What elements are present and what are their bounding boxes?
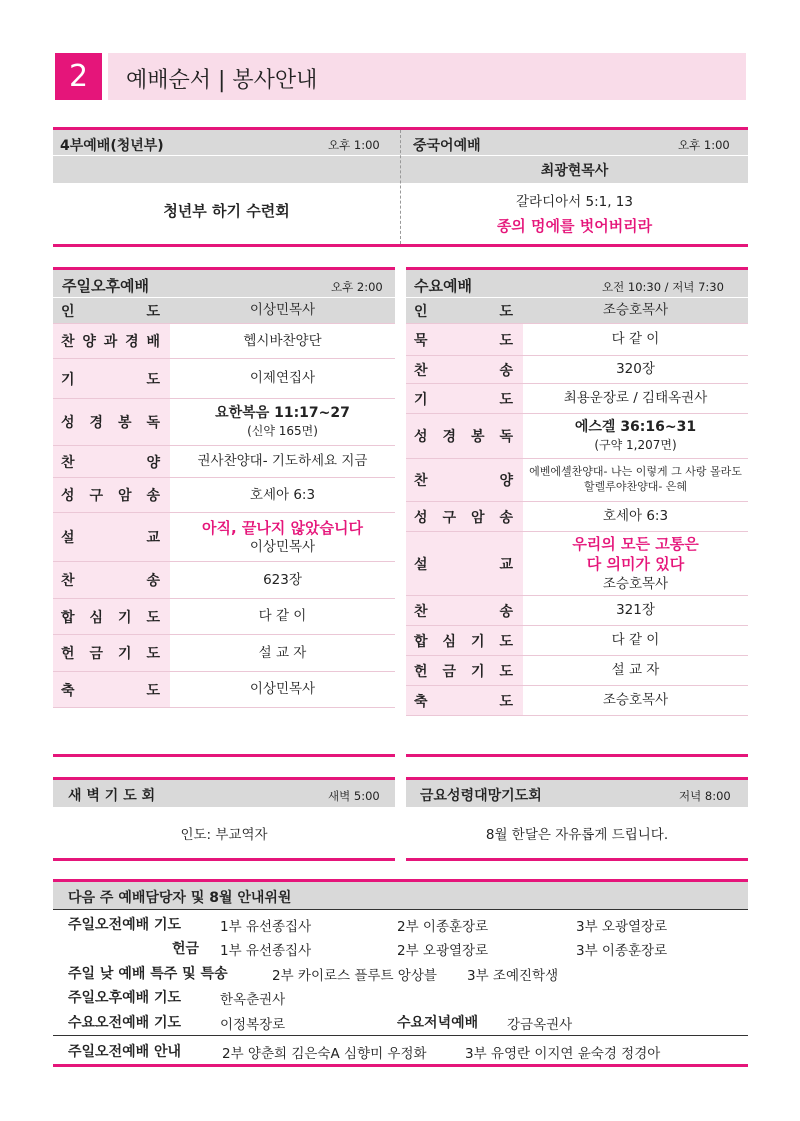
dawn-time: 새벽 5:00 (328, 789, 380, 803)
sunday-pm-row (53, 635, 395, 672)
row-value (523, 356, 748, 383)
row-label: 기 도 (406, 384, 523, 413)
row-value-main: 최용운장로 / 김태옥권사 (563, 390, 708, 407)
chinese-time: 오후 1:00 (678, 138, 730, 152)
wed-pm-label: 수요저녁예배 (397, 1015, 479, 1031)
row-value (523, 502, 748, 531)
youth-time: 오후 1:00 (328, 138, 380, 152)
row-value-main: 호세아 6:3 (249, 486, 316, 503)
row-value-sub: 할렐루야찬양대- 은혜 (583, 480, 688, 493)
wed-am: 이정복장로 (220, 1017, 286, 1033)
row-value (170, 324, 395, 358)
am-prayer-2: 2부 이종훈장로 (397, 919, 489, 935)
row-value (523, 459, 748, 501)
row-value-main: 이상민목사 (249, 302, 316, 319)
friday-time: 저녁 8:00 (679, 789, 731, 803)
sunday-pm-row (53, 324, 395, 359)
wednesday-row (406, 626, 748, 656)
wednesday-row (406, 384, 748, 414)
offering-3: 3부 이종훈장로 (576, 943, 668, 959)
row-label: 축 도 (406, 686, 523, 715)
row-value-sub: (구약 1,207면) (594, 438, 677, 453)
wed-am-label: 수요오전예배 기도 (68, 1015, 182, 1031)
pm-prayer-label: 주일오후예배 기도 (68, 990, 182, 1006)
row-value-main: 320장 (616, 361, 655, 378)
wednesday-row (406, 324, 748, 356)
friday-content: 8월 한달은 자유롭게 드립니다. (485, 827, 669, 843)
row-label: 찬 송 (406, 356, 523, 383)
row-value (170, 599, 395, 634)
wednesday-row (406, 656, 748, 686)
row-value-main: 이상민목사 (249, 681, 316, 698)
wednesday-row (406, 414, 748, 459)
chinese-leader: 최광현목사 (540, 163, 609, 179)
row-value (170, 446, 395, 477)
row-label: 찬 양 (406, 459, 523, 501)
wednesday-row (406, 502, 748, 532)
row-value-main: 다 같 이 (258, 608, 307, 625)
row-value (523, 626, 748, 655)
row-value (523, 532, 748, 595)
row-value-sub: 이상민목사 (249, 539, 316, 556)
offering-label: 헌금 (172, 941, 200, 957)
row-value (523, 686, 748, 715)
wednesday-row (406, 532, 748, 596)
youth-title: 4부예배(청년부) (60, 138, 164, 154)
row-value-main: 권사찬양대- 기도하세요 지금 (197, 453, 368, 470)
ushers-label: 주일오전예배 안내 (68, 1044, 182, 1060)
row-value (170, 513, 395, 561)
row-value-main: 에벤에셀찬양대- 나는 이렇게 그 사랑 몰라도 (529, 465, 742, 479)
row-value (170, 298, 395, 323)
row-value-main: 다 같 이 (611, 632, 660, 649)
row-label: 성 경 봉 독 (53, 399, 170, 445)
special-1: 2부 카이로스 플루트 앙상블 (272, 968, 437, 984)
row-label: 기 도 (53, 359, 170, 398)
dawn-title: 새 벽 기 도 회 (68, 788, 156, 804)
row-value-main: 설 교 자 (611, 662, 660, 679)
row-value-main: 에스겔 36:16~31 (574, 419, 697, 436)
row-label: 합 심 기 도 (53, 599, 170, 634)
row-value (523, 298, 748, 323)
row-value (523, 414, 748, 458)
row-value-sub: (신약 165면) (247, 424, 318, 439)
row-value-main-2: 다 의미가 있다 (586, 555, 685, 574)
chinese-scripture: 갈라디아서 5:1, 13 (516, 194, 633, 210)
row-value (170, 562, 395, 598)
row-value-main: 헵시바찬양단 (243, 332, 322, 349)
special-label: 주일 낮 예배 특주 및 특송 (68, 966, 228, 982)
sunday-pm-row (53, 672, 395, 708)
row-value-main: 321장 (616, 602, 655, 619)
row-label: 성 구 암 송 (53, 478, 170, 512)
sunday-pm-row (53, 562, 395, 599)
sunday-pm-row (53, 599, 395, 635)
wednesday-row (406, 596, 748, 626)
row-label: 찬 양 (53, 446, 170, 477)
row-label: 찬 송 (53, 562, 170, 598)
row-value (170, 635, 395, 671)
wednesday-row (406, 356, 748, 384)
row-value-main: 우리의 모든 고통은 (572, 535, 699, 554)
youth-content: 청년부 하기 수련회 (163, 202, 290, 220)
row-label: 설 교 (53, 513, 170, 561)
chinese-title: 중국어예배 (413, 138, 481, 154)
wednesday-row (406, 298, 748, 324)
sunday-pm-row (53, 399, 395, 446)
sunday-pm-row (53, 478, 395, 513)
row-value-main: 설 교 자 (258, 644, 307, 661)
row-value (523, 656, 748, 685)
row-label: 축 도 (53, 672, 170, 707)
offering-2: 2부 오광열장로 (397, 943, 489, 959)
am-prayer-1: 1부 유선종집사 (220, 919, 312, 935)
ushers-2: 3부 유영란 이지연 윤숙경 정경아 (465, 1046, 661, 1062)
row-label: 묵 도 (406, 324, 523, 355)
dawn-content: 인도: 부교역자 (180, 827, 268, 843)
sunday-pm-title: 주일오후예배 (62, 277, 149, 295)
am-prayer-3: 3부 오광열장로 (576, 919, 668, 935)
friday-title: 금요성령대망기도회 (420, 788, 542, 804)
offering-1: 1부 유선종집사 (220, 943, 312, 959)
row-value-main: 조승호목사 (602, 302, 669, 319)
ushers-1: 2부 양춘희 김은숙A 심향미 우정화 (222, 1046, 427, 1062)
row-value (170, 478, 395, 512)
row-label: 인 도 (53, 298, 170, 323)
special-2: 3부 조예진학생 (467, 968, 559, 984)
row-value-main: 이제연집사 (249, 370, 316, 387)
wednesday-row (406, 686, 748, 716)
sunday-pm-row (53, 298, 395, 324)
wednesday-title: 수요예배 (414, 277, 472, 295)
next-week-title: 다음 주 예배담당자 및 8월 안내위원 (68, 890, 292, 906)
row-label: 헌 금 기 도 (53, 635, 170, 671)
sunday-pm-row (53, 513, 395, 562)
row-label: 설 교 (406, 532, 523, 595)
row-value (523, 324, 748, 355)
sunday-pm-time: 오후 2:00 (331, 280, 383, 294)
wednesday-time: 오전 10:30 / 저녁 7:30 (602, 280, 724, 294)
top-bottom-rule (53, 244, 748, 247)
row-label: 성 경 봉 독 (406, 414, 523, 458)
row-label: 합 심 기 도 (406, 626, 523, 655)
sunday-pm-row (53, 359, 395, 399)
row-label: 헌 금 기 도 (406, 656, 523, 685)
section-number-badge: 2 (55, 53, 102, 100)
row-value-sub: 조승호목사 (602, 575, 669, 592)
row-value-main: 조승호목사 (602, 692, 669, 709)
pm-prayer: 한옥춘권사 (220, 992, 286, 1008)
row-value-main: 호세아 6:3 (602, 508, 669, 525)
row-label: 찬 양 과 경 배 (53, 324, 170, 358)
row-value-main: 아직, 끝나지 않았습니다 (201, 518, 364, 537)
chinese-sermon: 종의 멍에를 벗어버리라 (496, 217, 653, 235)
row-value (523, 384, 748, 413)
row-value-main: 요한복음 11:17~27 (215, 405, 350, 422)
row-value-main: 623장 (263, 571, 302, 588)
wednesday-row (406, 459, 748, 502)
sunday-pm-row (53, 446, 395, 478)
row-label: 인 도 (406, 298, 523, 323)
row-value (170, 399, 395, 445)
page-title: 예배순서 | 봉사안내 (126, 68, 318, 93)
row-label: 성 구 암 송 (406, 502, 523, 531)
row-value (170, 672, 395, 707)
wed-pm: 강금옥권사 (507, 1017, 573, 1033)
am-prayer-label: 주일오전예배 기도 (68, 917, 182, 933)
row-label: 찬 송 (406, 596, 523, 625)
row-value (523, 596, 748, 625)
row-value (170, 359, 395, 398)
row-value-main: 다 같 이 (611, 331, 660, 348)
